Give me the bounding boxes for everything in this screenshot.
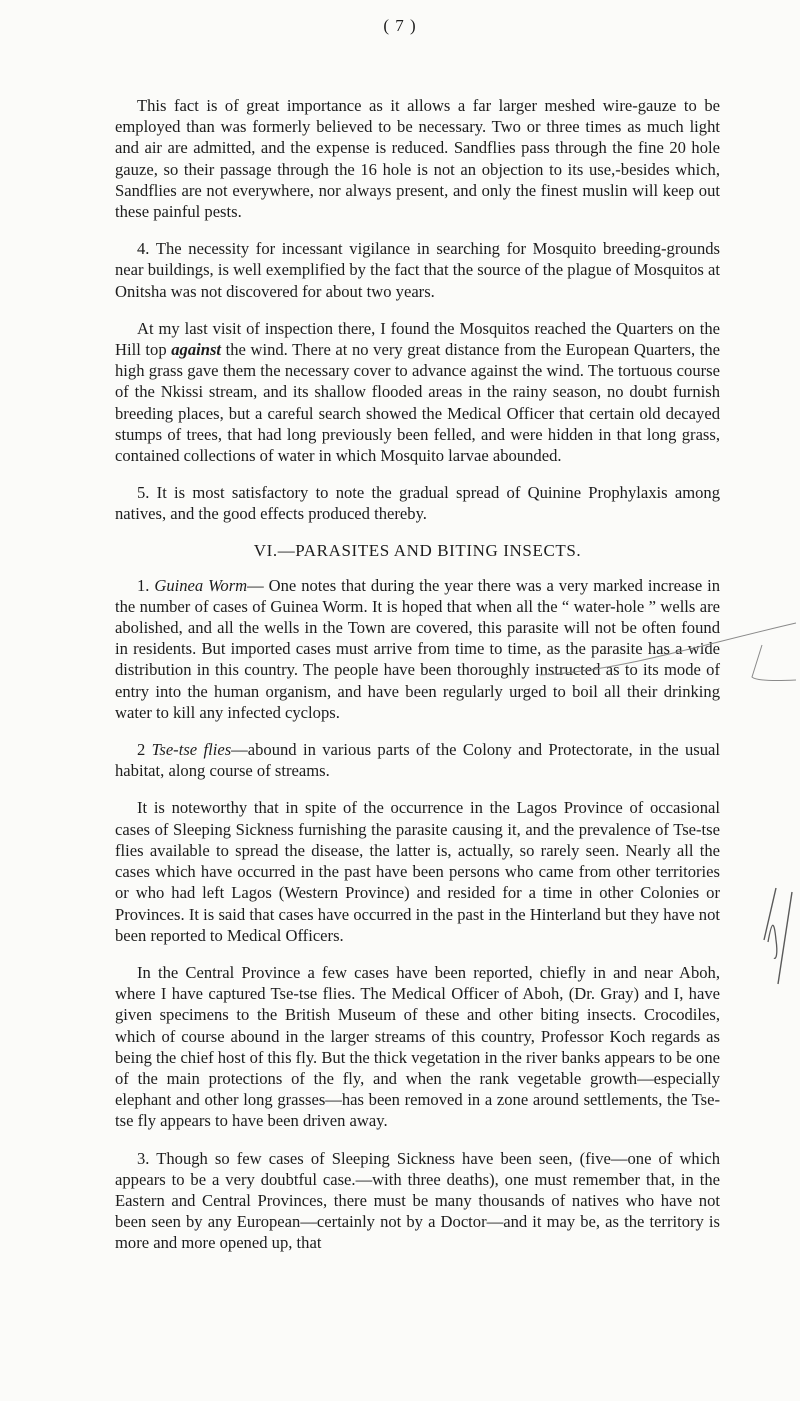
quarters-text-before: At my last visit of inspection there, I found the Mosquitos reached the Quarters on the Hill top: [115, 318, 720, 360]
tsetse-number: 2: [137, 740, 152, 760]
paragraph-central-province: In the Central Province a few cases have been reported, chiefly in and near Aboh, where I have captured Tse-tse flies. The Medical Officer of Aboh, (Dr. Gray) and I, have given specimens to the British Museum of these and other biting insects. Crocodiles, which of course abound in the larger streams of this country, Professor Koch regards as being the chief host of this fly. But the thick vegetation in the river banks appears to be one of the main protections of the fly, and when the rank vegetable growth—especially elephant and other long grasses—has been removed in a zone around settlements, the Tse-tse fly appears to have been driven away.: [115, 962, 720, 1131]
paragraph-onitsha-quarters: [115, 318, 720, 466]
paragraph-quinine: 5. It is most satisfactory to note the gradual spread of Quinine Prophylaxis among natives, and the good effects produced thereby.: [115, 483, 720, 524]
paragraph-gauze: This fact is of great importance as it allows a far larger meshed wire-gauze to be employed than was formerly believed to be necessary. Two or three times as much light and air are admitted, and the expense is reduced. Sandflies pass through the fine 20 hole gauze, so their passage through the 16 hole is not an objection to its use,-besides which, Sandflies are not everywhere, nor always present, and only the finest muslin will keep out these painful pests.: [115, 96, 720, 222]
margin-handwritten-mark: [760, 880, 796, 990]
guinea-worm-text: — One notes that during the year there was a very marked increase in the number of cases of Guinea Worm. It is hoped that when all the “ water-hole ” wells are abolished, and all the wells in the Town are covered, this parasite will not be often found in residents. But imported cases must arrive from time to time, as the parasite has a wide distribution in this country. The people have been thoroughly instructed as to its mode of entry into the human organism, and have been regularly urged to boil all their drinking water to kill any infected cyclops.: [115, 575, 721, 722]
quarters-text-after: the wind. There at no very great distance from the European Quarters, the high grass gave them the necessary cover to advance against the wind. The tortuous course of the Nkissi stream, and its shallow flooded areas in the rainy season, no doubt furnish breeding places, but a careful search showed the Medical Officer that certain old decayed stumps of trees, that had long previously been felled, and were hidden in that long grass, contained collections of water in which Mosquito larvae abounded.: [115, 340, 720, 466]
emphasis-against: against: [171, 340, 222, 360]
paragraph-sleeping-sickness: 3. Though so few cases of Sleeping Sickness have been seen, (five—one of which appears to be a very doubtful case.—with three deaths), one must remember that, in the Eastern and Central Provinces, there must be many thousands of natives who have not been seen by any European—certainly not by a Doctor—and it may be, as the territory is more and more opened up, that: [115, 1148, 720, 1253]
paragraph-lagos: It is noteworthy that in spite of the occurrence in the Lagos Province of occasional cases of Sleeping Sickness furnishing the parasite causing it, and the prevalence of Tse-tse flies available to spread the disease, the latter is, actually, so rarely seen. Nearly all the cases which have occurred in the past have been persons who came from other territories or who had left Lagos (Western Province) and resided for a time in other Colonies or Provinces. It is said that cases have occurred in the past in the Hinterland but they have not been reported to Medical Officers.: [115, 798, 720, 945]
page-number: ( 7 ): [383, 16, 417, 35]
margin-pen-stroke: [500, 605, 800, 705]
tsetse-text: —abound in various parts of the Colony and Protectorate, in the usual habitat, along course of streams.: [115, 740, 720, 781]
tsetse-term: Tse-tse flies: [151, 740, 232, 760]
paragraph-tsetse: [115, 739, 720, 781]
paragraph-vigilance: 4. The necessity for incessant vigilance in searching for Mosquito breeding-grounds near buildings, is well exemplified by the fact that the source of the plague of Mosquitos at Onitsha was not discovered for about two years.: [115, 239, 720, 301]
section-heading: VI.—PARASITES AND BITING INSECTS.: [253, 540, 582, 560]
guinea-worm-term: Guinea Worm: [154, 575, 248, 595]
guinea-worm-number: 1.: [137, 575, 155, 595]
